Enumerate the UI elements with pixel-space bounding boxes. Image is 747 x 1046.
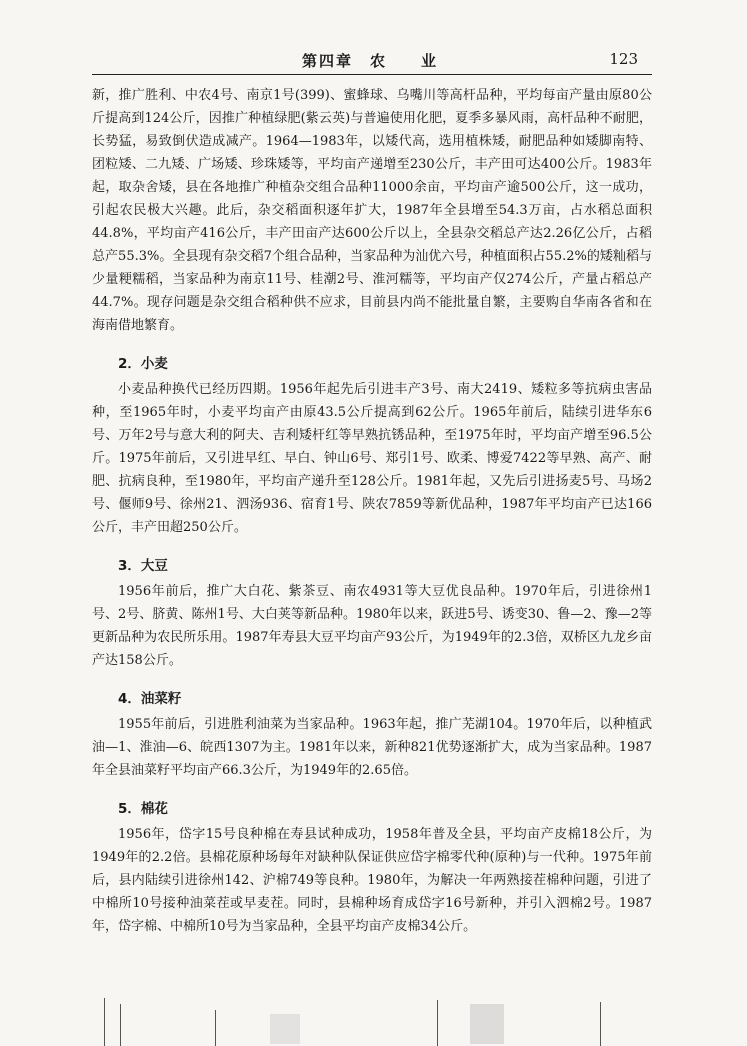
- section-heading: 5．棉花: [118, 801, 168, 817]
- page-header: [92, 50, 652, 72]
- scan-line: [600, 1002, 601, 1046]
- section-cotton: [92, 798, 652, 938]
- section-heading: 3．大豆: [118, 558, 168, 574]
- scan-line: [215, 1010, 216, 1046]
- continued-paragraph: 新，推广胜利、中农4号、南京1号(399)、蜜蜂球、乌嘴川等高杆品种，平均每亩产量由原80公斤提高到124公斤，因推广种植绿肥(紫云英)与普遍使用化肥，夏季多暴风雨，高杆品种不耐肥，长势猛，易致倒伏造成减产。1964—1983年，以矮代高，选用植株矮，耐肥品种如矮脚南特、团粒矮、二九矮、广场矮、珍珠矮等，平均亩产递增至230公斤，丰产田可达400公斤。1983年起，取杂舍矮，县在各地推广种植杂交组合品种11000余亩，平均亩产逾500公斤，这一成功，引起农民极大兴趣。此后，杂交稻面积逐年扩大，1987年全县增至54.3万亩，占水稻总面积44.8%，平均亩产416公斤，丰产田亩产达600公斤以上，全县杂交稻总产达2.26亿公斤，占稻总产55.3%。全县现有杂交稻7个组合品种，当家品种为汕优六号，种植面积占55.2%的矮籼稻与少量粳糯稻，当家品种为南京11号、桂潮2号、淮河糯等，平均亩产仅274公斤，产量占稻总产44.7%。现存问题是杂交组合稻种供不应求，目前县内尚不能批量自繁，主要购自华南各省和在海南借地繁育。: [92, 88, 652, 333]
- running-head: 第四章 农 业: [302, 52, 439, 70]
- scan-noise: [270, 1014, 300, 1044]
- section-soybean: [92, 555, 652, 672]
- page-body: [92, 84, 652, 938]
- section-wheat: [92, 353, 652, 539]
- header-rule: [92, 74, 652, 75]
- scan-line: [104, 998, 105, 1046]
- section-heading: 2．小麦: [118, 356, 168, 372]
- scan-line: [120, 1004, 121, 1046]
- section-rapeseed: [92, 688, 652, 782]
- scan-line: [437, 1000, 438, 1046]
- scan-noise: [470, 1004, 504, 1044]
- page-number: 123: [609, 50, 638, 68]
- section-paragraph: 1956年，岱字15号良种棉在寿县试种成功，1958年普及全县，平均亩产皮棉18公斤，为1949年的2.2倍。县棉花原种场每年对缺种队保证供应岱字棉零代种(原种)与一代种。1975年前后，县内陆续引进徐州142、沪棉749等良种。1980年，为解决一年两熟接茬棉种问题，引进了中棉所10号接种油菜茬或早麦茬。同时，县棉种场育成岱字16号新种，并引入泗棉2号。1987年，岱字棉、中棉所10号为当家品种，全县平均亩产皮棉34公斤。: [92, 827, 652, 934]
- section-paragraph: 1956年前后，推广大白花、紫茶豆、南农4931等大豆优良品种。1970年后，引进徐州1号、2号、脐黄、陈州1号、大白荚等新品种。1980年以来，跃进5号、诱变30、鲁—2、豫—2等更新品种为农民所乐用。1987年寿县大豆平均亩产93公斤，为1949年的2.3倍，双桥区九龙乡亩产达158公斤。: [92, 584, 652, 668]
- scan-artifacts: [0, 980, 747, 1046]
- section-paragraph: 1955年前后，引进胜利油菜为当家品种。1963年起，推广芜湖104。1970年后，以种植武油—1、淮油—6、皖西1307为主。1981年以来，新种821优势逐渐扩大，成为当家品种。1987年全县油菜籽平均亩产66.3公斤，为1949年的2.65倍。: [92, 717, 652, 778]
- section-paragraph: 小麦品种换代已经历四期。1956年起先后引进丰产3号、南大2419、矮粒多等抗病虫害品种，至1965年时，小麦平均亩产由原43.5公斤提高到62公斤。1965年前后，陆续引进华东6号、万年2号与意大利的阿夫、吉利矮杆红等早熟抗锈品种，至1975年时，平均亩产增至96.5公斤。1975年前后，又引进早红、早白、钟山6号、郑引1号、欧柔、博爱7422等早熟、高产、耐肥、抗病良种，至1980年，平均亩产递升至128公斤。1981年起，又先后引进扬麦5号、马场2号、偃师9号、徐州21、泗汤936、宿育1号、陕农7859等新优品种，1987年平均亩产已达166公斤，丰产田超250公斤。: [92, 382, 652, 535]
- section-heading: 4．油菜籽: [118, 691, 182, 707]
